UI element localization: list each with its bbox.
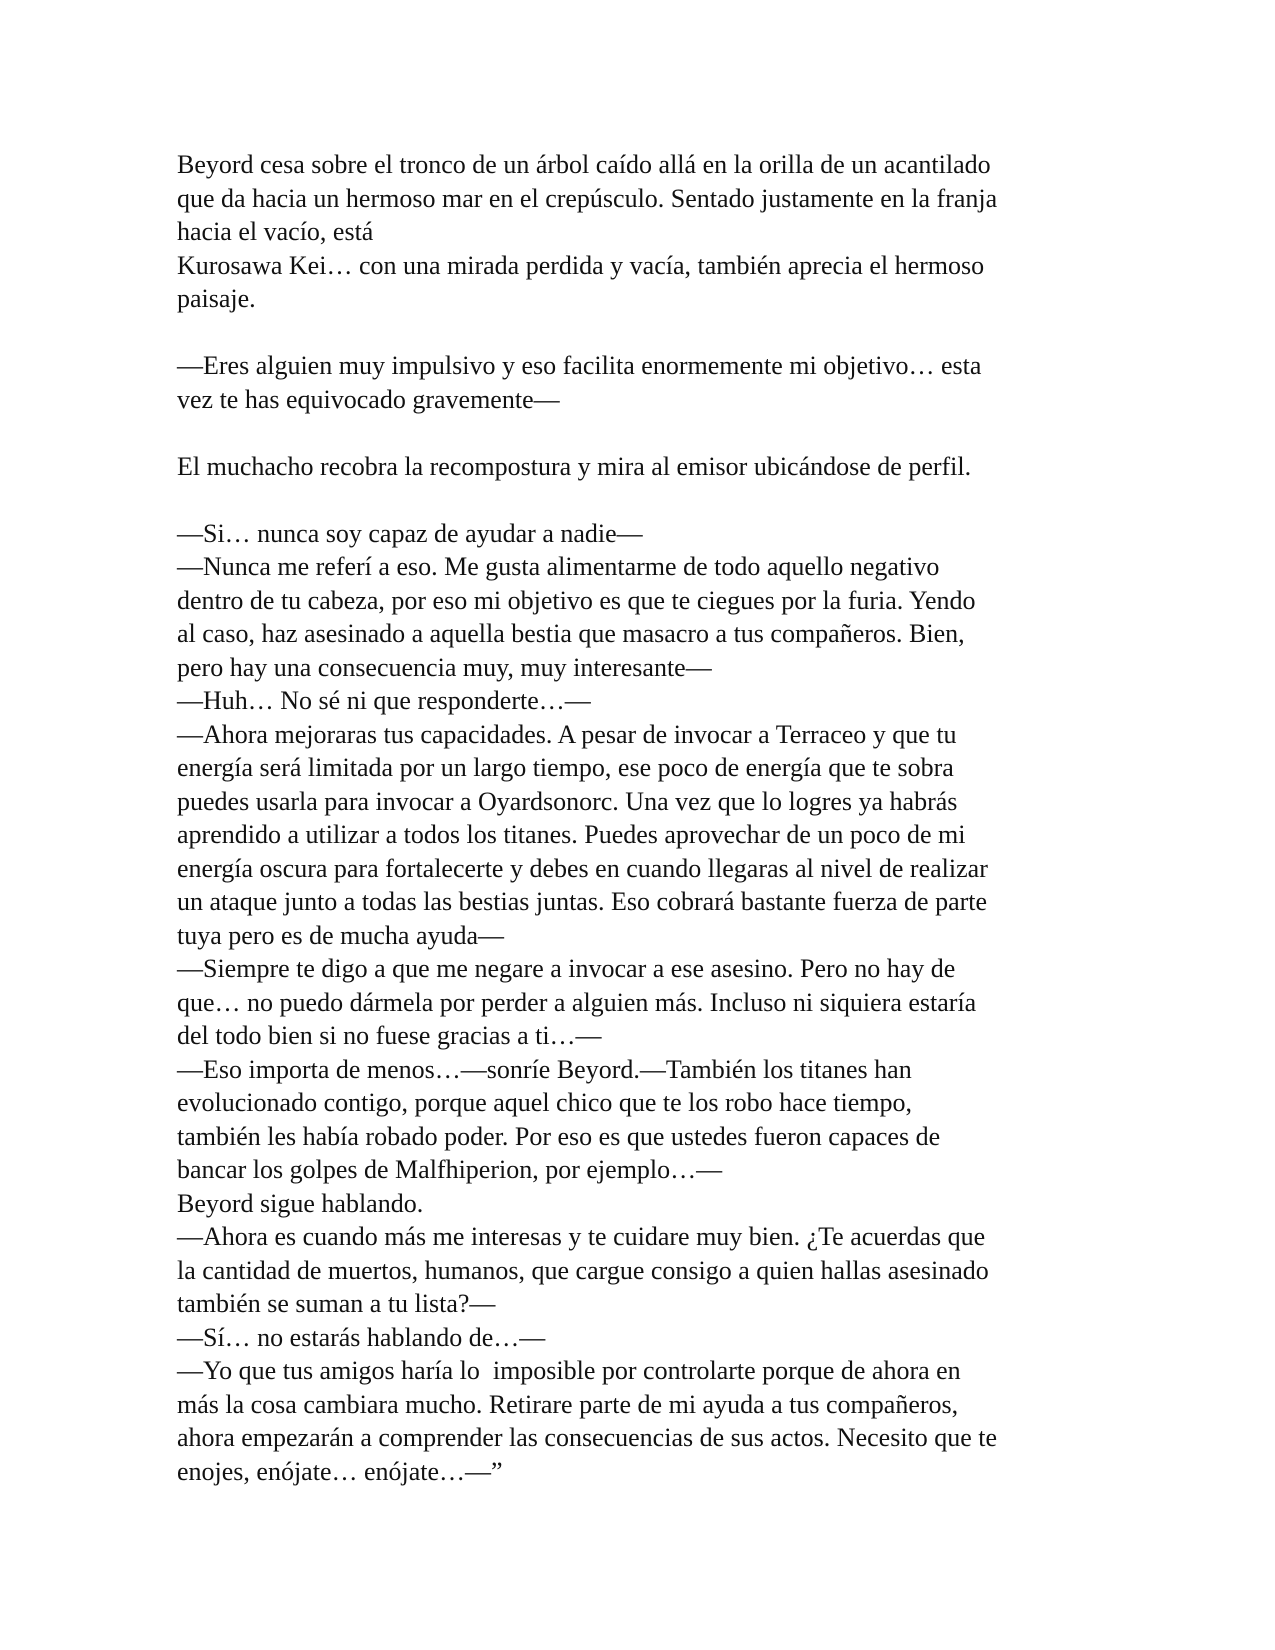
paragraph-gap [177,316,1107,350]
text-line: El muchacho recobra la recompostura y mira al emisor ubicándose de perfil. [177,451,972,481]
paragraph-gap [177,416,1107,450]
text-line: paisaje. [177,284,256,313]
text-line: —Siempre te digo a que me negare a invocar a ese asesino. Pero no hay de [177,954,956,983]
text-line: Kurosawa Kei… con una mirada perdida y vacía, también aprecia el hermoso [177,250,985,280]
text-line: enojes, enójate… enójate…—” [177,1456,503,1486]
text-line: dentro de tu cabeza, por eso mi objetivo es que te ciegues por la furia. Yendo [177,585,976,615]
text-line: pero hay una consecuencia muy, muy interesante— [177,652,712,682]
text-line: también se suman a tu lista?— [177,1289,496,1318]
text-line: bancar los golpes de Malfhiperion, por ejemplo…— [177,1155,723,1184]
text-line: —Yo que tus amigos haría lo imposible por controlarte porque de ahora en [177,1356,961,1385]
text-line: puedes usarla para invocar a Oyardsonorc. Una vez que lo logres ya habrás [177,786,958,816]
text-line: —Ahora es cuando más me interesas y te cuidare muy bien. ¿Te acuerdas que [177,1222,986,1251]
text-line: —Eso importa de menos…—sonríe Beyord.—También los titanes han [177,1054,912,1084]
text-line: un ataque junto a todas las bestias juntas. Eso cobrará bastante fuerza de parte [177,887,988,916]
body-text [177,148,1107,1488]
text-line: —Si… nunca soy capaz de ayudar a nadie— [177,518,643,548]
text-line: ahora empezarán a comprender las consecuencias de sus actos. Necesito que te [177,1423,998,1452]
text-line: que da hacia un hermoso mar en el crepúsculo. Sentado justamente en la franja [177,183,998,213]
text-line: energía oscura para fortalecerte y debes en cuando llegaras al nivel de realizar [177,853,988,883]
text-line: hacia el vacío, está [177,217,374,246]
text-line: más la cosa cambiara mucho. Retirare parte de mi ayuda a tus compañeros, [177,1389,959,1419]
text-line: evolucionado contigo, porque aquel chico que te los robo hace tiempo, [177,1088,912,1117]
text-line: que… no puedo dármela por perder a alguien más. Incluso ni siquiera estaría [177,987,977,1017]
text-line: vez te has equivocado gravemente— [177,384,560,414]
text-line: —Sí… no estarás hablando de…— [177,1322,546,1352]
text-line: tuya pero es de mucha ayuda— [177,920,505,950]
text-line: también les había robado poder. Por eso es que ustedes fueron capaces de [177,1121,941,1151]
text-line: la cantidad de muertos, humanos, que cargue consigo a quien hallas asesinado [177,1255,989,1285]
text-line: Beyord cesa sobre el tronco de un árbol caído allá en la orilla de un acantilado [177,150,991,179]
text-line: aprendido a utilizar a todos los titanes. Puedes aprovechar de un poco de mi [177,820,966,849]
text-line: —Huh… No sé ni que responderte…— [177,686,591,715]
text-line: al caso, haz asesinado a aquella bestia que masacro a tus compañeros. Bien, [177,619,965,648]
text-line: —Nunca me referí a eso. Me gusta alimentarme de todo aquello negativo [177,552,940,581]
text-line: —Eres alguien muy impulsivo y eso facilita enormemente mi objetivo… esta [177,351,982,380]
paragraph-gap [177,483,1107,517]
text-line: del todo bien si no fuese gracias a ti…— [177,1021,602,1050]
text-line: energía será limitada por un largo tiempo, ese poco de energía que te sobra [177,753,954,782]
text-line: Beyord sigue hablando. [177,1188,424,1218]
text-line: —Ahora mejoraras tus capacidades. A pesar de invocar a Terraceo y que tu [177,719,957,749]
